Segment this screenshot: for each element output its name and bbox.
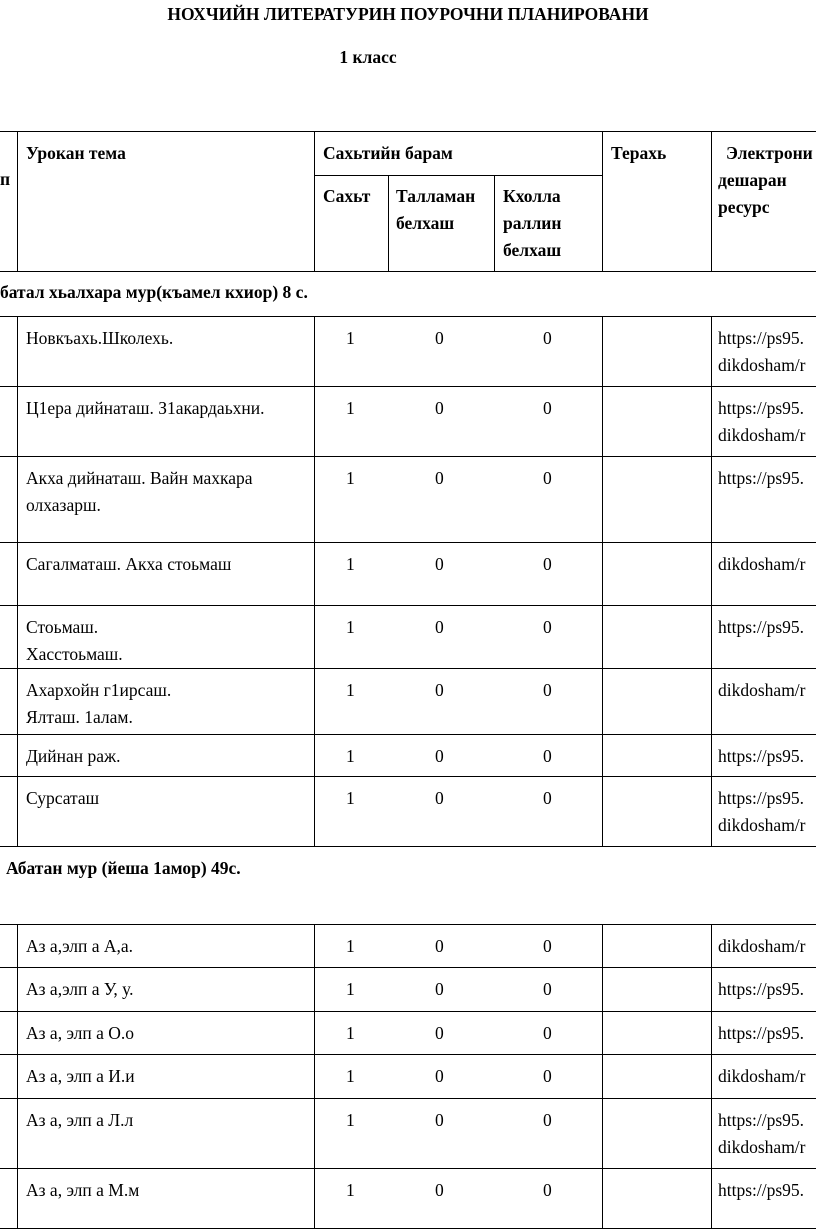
row-border (0, 668, 816, 669)
practice-works-value: 0 (543, 468, 552, 488)
hours-value: 1 (346, 1023, 355, 1043)
resource-link[interactable]: https://ps95. (718, 979, 805, 999)
col-divider (711, 776, 712, 846)
col-divider (314, 776, 315, 846)
resource-link[interactable]: dikdosham/r (718, 355, 806, 375)
col-divider (17, 967, 18, 1011)
col-divider (17, 1011, 18, 1054)
col-divider (602, 924, 603, 967)
lesson-topic: Новкъахь.Школехь. (26, 328, 174, 348)
col-divider (602, 386, 603, 456)
row-border (0, 1011, 816, 1012)
table-top-border (0, 131, 816, 132)
resource-link[interactable]: dikdosham/r (718, 554, 806, 574)
col-divider (314, 605, 315, 668)
col-divider (711, 1054, 712, 1098)
lesson-topic: Аз а, элп а М.м (26, 1180, 140, 1200)
practice-works-value: 0 (543, 1110, 552, 1130)
hours-value: 1 (346, 328, 355, 348)
row-border (0, 386, 816, 387)
resource-link[interactable]: https://ps95. (718, 328, 805, 348)
col-divider (17, 605, 18, 668)
lesson-topic: Сурсаташ (26, 788, 100, 808)
hours-value: 1 (346, 1180, 355, 1200)
row-border (0, 776, 816, 777)
practice-works-value: 0 (543, 746, 552, 766)
col-divider (17, 1054, 18, 1098)
col-divider (602, 668, 603, 734)
control-works-value: 0 (435, 979, 444, 999)
col-divider (711, 1098, 712, 1168)
col-divider (602, 542, 603, 605)
col-divider (314, 386, 315, 456)
col-divider (602, 734, 603, 776)
col-divider (602, 1011, 603, 1054)
col-divider (17, 386, 18, 456)
col-divider (711, 456, 712, 542)
col-divider (17, 734, 18, 776)
col-divider (711, 734, 712, 776)
col-divider (314, 1098, 315, 1168)
col-divider (602, 1098, 603, 1168)
control-works-value: 0 (435, 1023, 444, 1043)
col-divider (314, 131, 315, 271)
resource-link[interactable]: dikdosham/r (718, 1066, 806, 1086)
document-subtitle: 1 класс (339, 47, 397, 67)
control-works-value: 0 (435, 1110, 444, 1130)
resource-link[interactable]: https://ps95. (718, 1023, 805, 1043)
lesson-topic: Аз а, элп а Л.л (26, 1110, 134, 1130)
hours-value: 1 (346, 1066, 355, 1086)
resource-link[interactable]: dikdosham/r (718, 936, 806, 956)
col-divider (17, 924, 18, 967)
col-divider (17, 668, 18, 734)
practice-works-value: 0 (543, 554, 552, 574)
row-border (0, 967, 816, 968)
practice-works-value: 0 (543, 979, 552, 999)
control-works-value: 0 (435, 617, 444, 637)
header-hours-group: Сахьтийн барам (323, 143, 453, 163)
practice-works-value: 0 (543, 1066, 552, 1086)
col-divider (602, 1168, 603, 1228)
col-divider (17, 776, 18, 846)
practice-works-value: 0 (543, 617, 552, 637)
header-subdivider (314, 175, 602, 176)
col-divider (711, 924, 712, 967)
hours-value: 1 (346, 398, 355, 418)
control-works-value: 0 (435, 398, 444, 418)
control-works-value: 0 (435, 554, 444, 574)
col-divider (17, 542, 18, 605)
col-divider (314, 542, 315, 605)
hours-value: 1 (346, 468, 355, 488)
col-divider (388, 175, 389, 271)
col-divider (711, 316, 712, 386)
col-divider (314, 1168, 315, 1228)
row-border (0, 1168, 816, 1169)
hours-value: 1 (346, 617, 355, 637)
col-divider (711, 131, 712, 271)
col-divider (602, 605, 603, 668)
practice-works-value: 0 (543, 398, 552, 418)
lesson-topic: Аз а, элп а И.и (26, 1066, 135, 1086)
col-divider (711, 605, 712, 668)
resource-link[interactable]: https://ps95. (718, 746, 805, 766)
col-divider (314, 668, 315, 734)
control-works-value: 0 (435, 1066, 444, 1086)
resource-link[interactable]: dikdosham/r (718, 680, 806, 700)
lesson-topic: Ц1ера дийнаташ. З1акардаьхни. (26, 398, 265, 418)
col-divider (314, 967, 315, 1011)
row-border (0, 542, 816, 543)
control-works-value: 0 (435, 328, 444, 348)
practice-works-value: 0 (543, 936, 552, 956)
document-title: НОХЧИЙН ЛИТЕРАТУРИН ПОУРОЧНИ ПЛАНИРОВАНИ (167, 4, 649, 24)
row-border (0, 605, 816, 606)
lesson-topic: Акха дийнаташ. Вайн махкара олхазарш. (26, 468, 253, 515)
col-divider (17, 456, 18, 542)
col-divider (711, 1168, 712, 1228)
lesson-topic: Аз а,элп а А,а. (26, 936, 134, 956)
control-works-value: 0 (435, 680, 444, 700)
col-divider (602, 131, 603, 271)
col-divider (17, 1168, 18, 1228)
header-control-works: Талламан белхаш (396, 186, 476, 233)
col-divider (314, 1011, 315, 1054)
hours-value: 1 (346, 680, 355, 700)
col-divider (711, 668, 712, 734)
resource-link[interactable]: https://ps95. (718, 1180, 805, 1200)
practice-works-value: 0 (543, 1023, 552, 1043)
hours-value: 1 (346, 746, 355, 766)
practice-works-value: 0 (543, 788, 552, 808)
row-border (0, 846, 816, 847)
lesson-topic: Аз а,элп а У, у. (26, 979, 134, 999)
header-topic: Урокан тема (26, 143, 126, 163)
practice-works-value: 0 (543, 328, 552, 348)
lesson-topic: Сагалматаш. Акха стоьмаш (26, 554, 232, 574)
lesson-topic: Стоьмаш. Хасстоьмаш. (26, 617, 123, 664)
header-hours: Сахьт (323, 186, 371, 206)
practice-works-value: 0 (543, 1180, 552, 1200)
section-border (0, 924, 816, 925)
col-divider (711, 542, 712, 605)
resource-link[interactable]: https://ps95. (718, 617, 805, 637)
col-divider (711, 967, 712, 1011)
row-border (0, 1228, 816, 1229)
col-divider (314, 456, 315, 542)
col-divider (711, 1011, 712, 1054)
row-border (0, 456, 816, 457)
resource-link[interactable]: https://ps95. (718, 468, 805, 488)
hours-value: 1 (346, 554, 355, 574)
resource-link[interactable]: dikdosham/r (718, 1137, 806, 1157)
lesson-topic: Ахархойн г1ирсаш. Ялташ. 1алам. (26, 680, 172, 727)
col-divider (602, 456, 603, 542)
resource-link[interactable]: dikdosham/r (718, 815, 806, 835)
header-date: Терахь (611, 143, 667, 163)
row-border (0, 1054, 816, 1055)
header-number: п (0, 169, 11, 189)
section-title: Абатан мур (йеша 1амор) 49с. (6, 858, 241, 878)
hours-value: 1 (346, 788, 355, 808)
resource-link[interactable]: dikdosham/r (718, 425, 806, 445)
col-divider (602, 967, 603, 1011)
col-divider (602, 316, 603, 386)
resource-link[interactable]: https://ps95. (718, 788, 805, 808)
col-divider (17, 316, 18, 386)
col-divider (314, 1054, 315, 1098)
header-bottom-border (0, 271, 816, 272)
col-divider (711, 386, 712, 456)
practice-works-value: 0 (543, 680, 552, 700)
col-divider (494, 175, 495, 271)
section-title: батал хьалхара мур(къамел кхиор) 8 с. (0, 282, 308, 302)
hours-value: 1 (346, 979, 355, 999)
resource-link[interactable]: https://ps95. (718, 398, 805, 418)
header-practice-works: Кхолла раллин белхаш (503, 186, 562, 260)
control-works-value: 0 (435, 1180, 444, 1200)
col-divider (17, 131, 18, 271)
col-divider (314, 316, 315, 386)
lesson-topic: Дийнан раж. (26, 746, 121, 766)
row-border (0, 1098, 816, 1099)
col-divider (314, 924, 315, 967)
resource-link[interactable]: https://ps95. (718, 1110, 805, 1130)
col-divider (314, 734, 315, 776)
section-border (0, 316, 816, 317)
hours-value: 1 (346, 936, 355, 956)
control-works-value: 0 (435, 788, 444, 808)
col-divider (602, 776, 603, 846)
control-works-value: 0 (435, 746, 444, 766)
lesson-topic: Аз а, элп а О.о (26, 1023, 135, 1043)
col-divider (602, 1054, 603, 1098)
header-resource: Электрони дешаран ресурс (718, 143, 813, 217)
row-border (0, 734, 816, 735)
control-works-value: 0 (435, 468, 444, 488)
control-works-value: 0 (435, 936, 444, 956)
hours-value: 1 (346, 1110, 355, 1130)
col-divider (17, 1098, 18, 1168)
